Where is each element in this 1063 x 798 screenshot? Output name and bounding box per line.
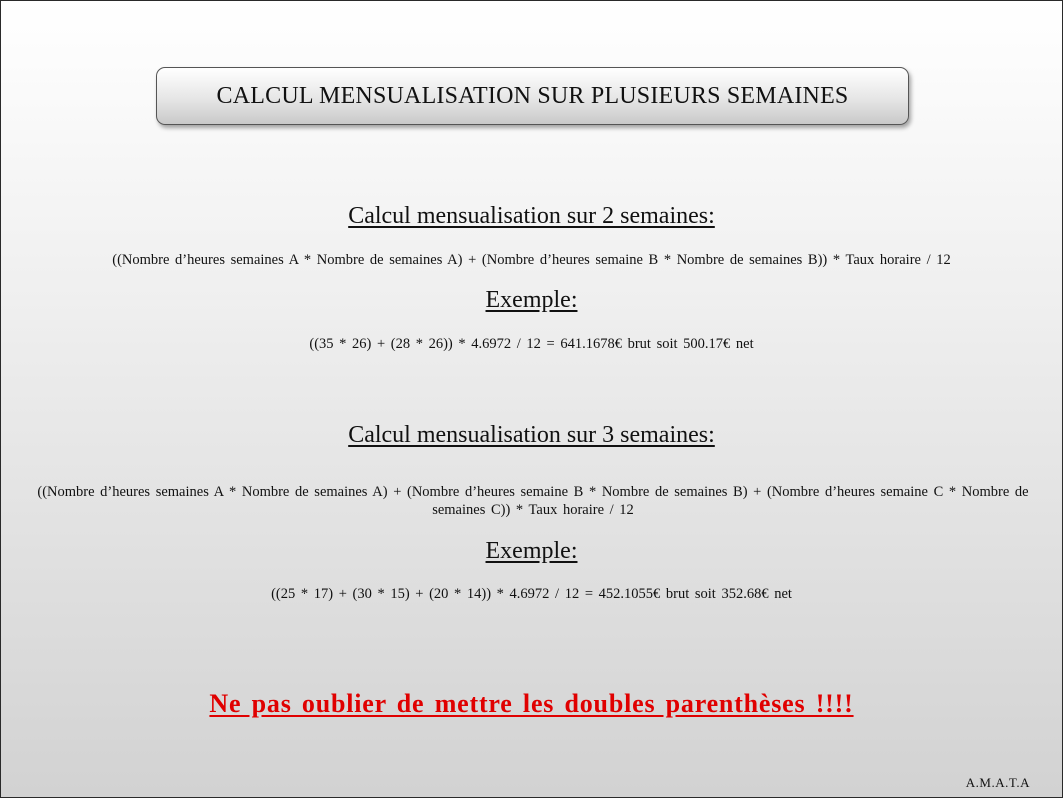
section-2-formula: ((Nombre d’heures semaines A * Nombre de semaines A) + (Nombre d’heures semaine B * Nombre de semaines B)) * Taux horaire / 12 (112, 252, 951, 268)
section-2-example-heading: Exemple: (485, 287, 578, 313)
section-3-formula: ((Nombre d’heures semaines A * Nombre de semaines A) + (Nombre d’heures semaine B * Nombre de semaines B) + (Nombre d’heures semaine C * Nombre de semaines C)) * Taux horaire / 12 (37, 484, 1029, 518)
section-2-example: ((35 * 26) + (28 * 26)) * 4.6972 / 12 = 641.1678€ brut soit 500.17€ net (309, 336, 754, 352)
section-3-heading: Calcul mensualisation sur 3 semaines: (348, 422, 715, 448)
signature: A.M.A.T.A (965, 775, 1030, 790)
section-3-example: ((25 * 17) + (30 * 15) + (20 * 14)) * 4.6972 / 12 = 452.1055€ brut soit 352.68€ net (271, 586, 792, 602)
section-2-heading: Calcul mensualisation sur 2 semaines: (348, 203, 715, 229)
page-title: CALCUL MENSUALISATION SUR PLUSIEURS SEMAINES (216, 82, 849, 109)
page-title-box (156, 67, 909, 125)
warning-text: Ne pas oublier de mettre les doubles parenthèses !!!! (209, 689, 854, 718)
section-3-example-heading: Exemple: (485, 538, 578, 564)
